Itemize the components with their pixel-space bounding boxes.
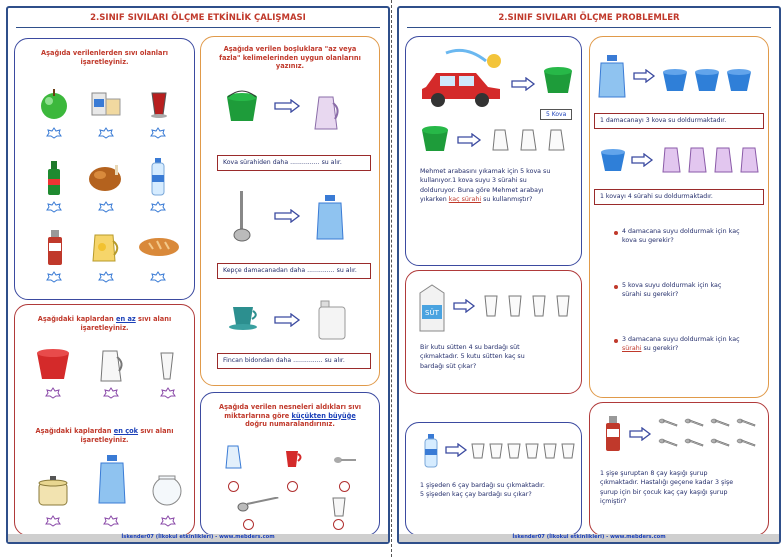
svg-text:SÜT: SÜT [425,309,439,317]
fill-blank-3[interactable]: Fincan bidondan daha ............... su alır. [217,353,371,369]
ladle-icon [231,189,253,245]
tea-glass-question: 1 şişeden 6 çay bardağı su çıkmaktadır. 5 şişeden kaç çay bardağı su çıkar? [420,482,545,499]
page-divider [391,0,392,557]
blue-bucket-icon-4 [598,147,628,173]
car-wash-question: Mehmet arabasını yıkamak için 5 kova su kullanıyor.1 kova suyu 3 sürahi su dolduruyor. Buna göre Mehmet arabayı yıkarken kaç sürahi su kullanmıştır? [420,168,551,204]
water-bottle-icon [149,157,167,197]
checkbox-flower-5[interactable] [98,201,114,213]
green-bucket-icon-2 [540,63,576,95]
left-footer[interactable]: İskender07 (İlkokul etkinlikleri) - www.mebders.com [121,534,275,540]
checkbox-flower-15[interactable] [160,515,176,527]
water-jug-icon-3 [596,53,628,101]
question-3: 3 damacana suyu doldurmak için kaç sürahi su gerekir? [622,336,740,353]
pitcher-icon-2 [223,443,245,471]
pitcher-icon-4 [518,127,540,153]
purple-pitcher-icon-1 [660,145,684,175]
ordering-box [200,392,380,536]
water-bottle-icon-2 [422,433,440,469]
lemonade-jug-icon [87,229,123,265]
milk-carton-icon [416,283,448,333]
checkbox-flower-13[interactable] [45,515,61,527]
car-wash-icon [416,47,506,109]
fishbowl-icon [149,473,185,507]
checkbox-flower-14[interactable] [103,515,119,527]
ordering-heading: Aşağıda verilen nesneleri aldıkları sıvı miktarlarına göre küçükten büyüğe doğru numaralandırınız. [218,403,362,429]
pitcher-icon-5 [546,127,568,153]
arrow-icon-8 [452,299,476,313]
fill-blank-2[interactable]: Kepçe damacanadan daha .............. su alır. [217,263,371,279]
checkbox-flower-4[interactable] [46,201,62,213]
pitcher-icon-3 [490,127,512,153]
right-worksheet [397,6,781,544]
blue-bucket-icon-2 [692,67,722,93]
checkbox-flower-1[interactable] [46,127,62,139]
water-glass-icon-3 [530,293,548,319]
order-circle-3[interactable] [339,481,350,492]
liquids-box [14,38,195,300]
tea-glass-icon [147,89,171,119]
syrup-question: 1 şişe şuruptan 8 çay kaşığı şurup çıkmaktadır. Hastalığı geçene kadar 3 şişe şurup için bir çocuk kaç çay kaşığı şurup içmiştir? [600,470,734,506]
checkbox-flower-7[interactable] [46,271,62,283]
milk-box [405,270,582,394]
fact-damacana: 1 damacanayı 3 kova su doldurmaktadır. [594,113,764,129]
purple-pitcher-icon-3 [712,145,736,175]
green-bottle-icon [45,159,63,197]
purple-pitcher-icon-2 [686,145,710,175]
tea-glass-box [405,422,582,536]
order-circle-4[interactable] [243,519,254,530]
apple-icon [37,87,71,121]
capacity-box [14,304,195,536]
arrow-icon [273,99,301,113]
milk-box-icon [88,87,124,119]
damacana-box [589,36,769,398]
green-bucket-icon [223,89,261,123]
checkbox-flower-9[interactable] [150,271,166,283]
right-footer[interactable]: İskender07 (İlkokul etkinlikleri) - www.mebders.com [512,534,666,540]
jerrycan-icon [315,299,349,341]
tea-glasses-icon [470,441,578,461]
glass-icon [329,495,349,519]
least-heading: Aşağıdaki kaplardan en az sıvı alanı işaretleyiniz. [37,315,172,332]
bread-icon [137,235,181,259]
comparison-heading: Aşağıda verilen boşluklara "az veya fazla" kelimelerinden uygun olanlarını yazınız. [219,45,361,71]
arrow-icon-4 [510,77,536,91]
syrup-bottle-icon [44,229,66,267]
red-bucket-icon [33,345,73,383]
purple-pitcher-icon-4 [738,145,762,175]
checkbox-flower-11[interactable] [103,387,119,399]
red-cup-icon [283,447,303,469]
pot-icon [33,473,73,509]
syrup-bottle-icon-2 [602,415,624,453]
arrow-icon-3 [273,313,301,327]
checkbox-flower-6[interactable] [150,201,166,213]
left-worksheet [6,6,390,544]
tea-glass-icon-2 [157,349,177,383]
water-jug-icon-2 [95,453,129,507]
most-heading: Aşağıdaki kaplardan en çok sıvı alanı işaretleyiniz. [35,427,174,444]
glass-pitcher-icon [97,347,127,385]
order-circle-1[interactable] [228,481,239,492]
blue-bucket-icon-1 [660,67,690,93]
fact-kova: 1 kovayı 4 sürahi su doldurmaktadır. [594,189,764,205]
arrow-icon-6 [632,69,656,83]
arrow-icon-5 [456,133,482,147]
pitcher-icon [311,93,343,133]
left-title: 2.SINIF SIVILARI ÖLÇME ETKİNLİK ÇALIŞMASI [90,13,306,23]
green-bucket-icon-3 [418,123,452,153]
water-jug-icon [313,193,347,243]
question-2: 5 kova suyu doldurmak için kaç sürahi su gerekir? [622,282,722,299]
question-1: 4 damacana suyu doldurmak için kaç kova su gerekir? [622,228,740,245]
checkbox-flower-12[interactable] [160,387,176,399]
arrow-icon-9 [444,443,468,457]
teacup-icon [227,301,261,331]
arrow-icon-2 [273,209,301,223]
water-glass-icon-2 [506,293,524,319]
order-circle-5[interactable] [333,519,344,530]
car-wash-box [405,36,582,266]
checkbox-flower-8[interactable] [98,271,114,283]
milk-question: Bir kutu sütten 4 su bardağı süt çıkmaktadır. 5 kutu sütten kaç su bardağı süt çıkar? [420,344,525,370]
arrow-icon-10 [628,427,652,441]
right-title: 2.SINIF SIVILARI ÖLÇME PROBLEMLER [498,13,680,23]
liquids-heading: Aşağıda verilenlerden sıvı olanları işaretleyiniz. [41,49,168,66]
roast-chicken-icon [85,157,125,195]
water-glass-icon-4 [554,293,572,319]
checkbox-flower-10[interactable] [45,387,61,399]
checkbox-flower-3[interactable] [150,127,166,139]
comparison-box [200,36,380,386]
order-circle-2[interactable] [287,481,298,492]
arrow-icon-7 [630,153,654,167]
water-glass-icon-1 [482,293,500,319]
ladle-icon-2 [237,497,281,513]
syrup-box [589,402,769,536]
spoon-icon [333,453,357,467]
fill-blank-1[interactable]: Kova sürahiden daha ............... su alır. [217,155,371,171]
checkbox-flower-2[interactable] [98,127,114,139]
teaspoons-icon [656,415,762,455]
blue-bucket-icon-3 [724,67,754,93]
five-buckets-label: 5 Kova [540,109,572,120]
